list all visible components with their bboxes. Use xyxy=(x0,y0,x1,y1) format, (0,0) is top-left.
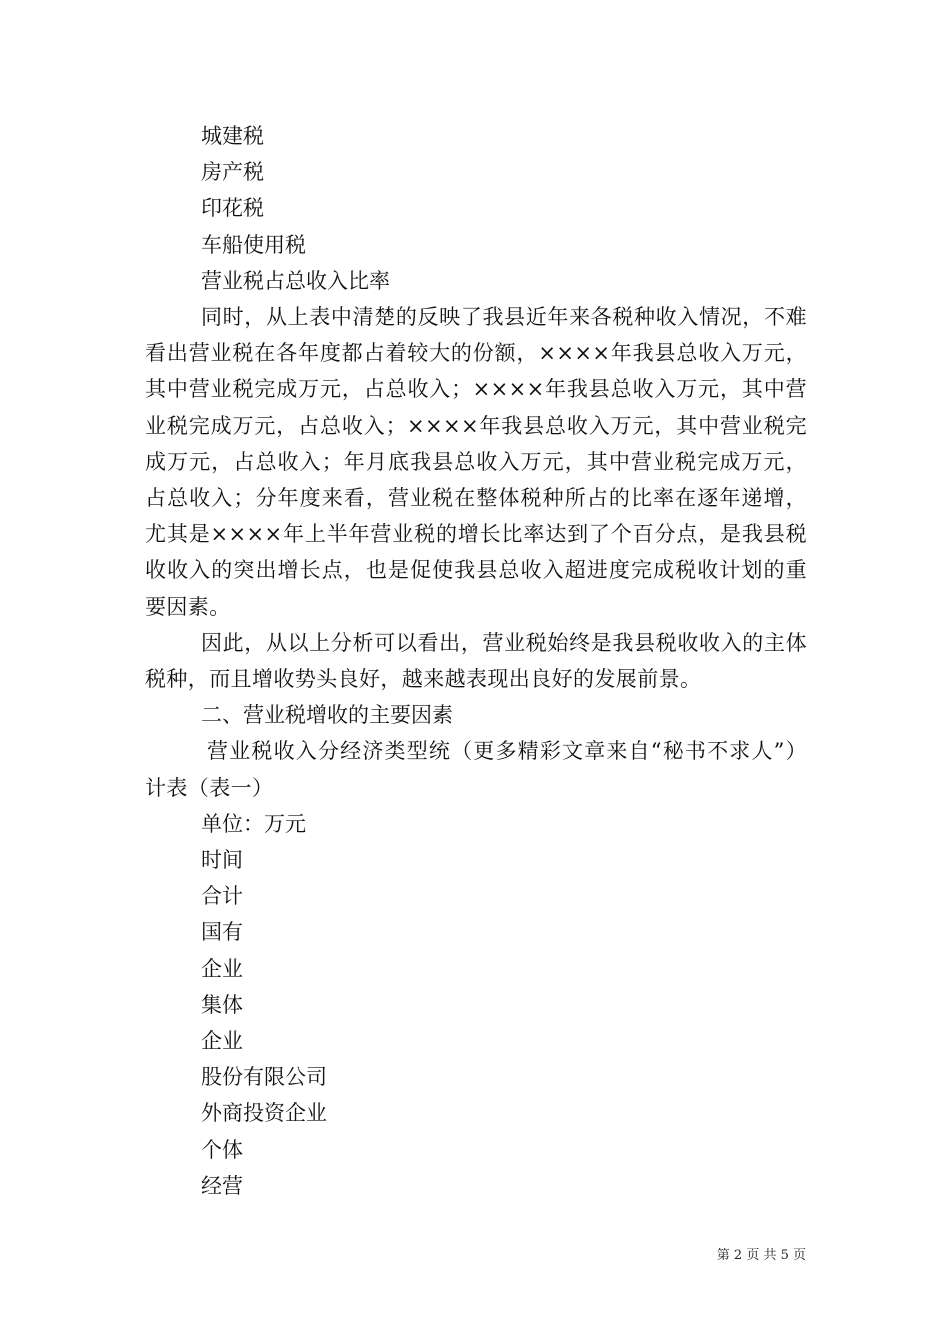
table-cell: 经营 xyxy=(201,1173,243,1198)
table-cell: 外商投资企业 xyxy=(201,1101,327,1126)
body-paragraph: 同时，从上表中清楚的反映了我县近年来各税种收入情况，不难看出营业税在各年度都占着较大的份额，××××年我县总收入万元，其中营业税完成万元，占总收入；××××年我县总收入万元，其中营业税完成万元，占总收入；××××年我县总收入万元，其中营业税完成万元，占总收入；年月底我县总收入万元，其中营业税完成万元，占总收入；分年度来看，营业税在整体税种所占的比率在逐年递增，尤其是××××年上半年营业税的增长比率达到了个百分点，是我县税收收入的突出增长点，也是促使我县总收入超进度完成税收计划的重要因素。 xyxy=(145,305,807,619)
table-cell: 国有 xyxy=(201,920,243,945)
table-cell: 个体 xyxy=(201,1137,243,1162)
table-cell: 股份有限公司 xyxy=(201,1065,327,1090)
table-unit-label: 单位：万元 xyxy=(201,811,306,836)
list-item: 印花税 xyxy=(201,196,264,221)
table-caption: 营业税收入分经济类型统（更多精彩文章来自“秘书不求人”）计表（表一） xyxy=(145,739,807,800)
section-heading: 二、营业税增收的主要因素 xyxy=(201,703,453,728)
list-item: 车船使用税 xyxy=(201,232,306,257)
list-item: 营业税占总收入比率 xyxy=(201,268,390,293)
document-body xyxy=(145,118,807,1204)
table-cell: 企业 xyxy=(201,956,243,981)
page-number: 第 2 页 共 5 页 xyxy=(716,1248,806,1263)
body-paragraph: 因此，从以上分析可以看出，营业税始终是我县税收收入的主体税种，而且增收势头良好，越来越表现出良好的发展前景。 xyxy=(145,630,807,692)
list-item: 城建税 xyxy=(201,124,264,148)
table-cell: 集体 xyxy=(201,992,243,1017)
list-item: 房产税 xyxy=(201,160,264,185)
table-cell: 合计 xyxy=(201,884,243,909)
table-cell: 时间 xyxy=(201,848,243,873)
table-cell: 企业 xyxy=(201,1029,243,1054)
